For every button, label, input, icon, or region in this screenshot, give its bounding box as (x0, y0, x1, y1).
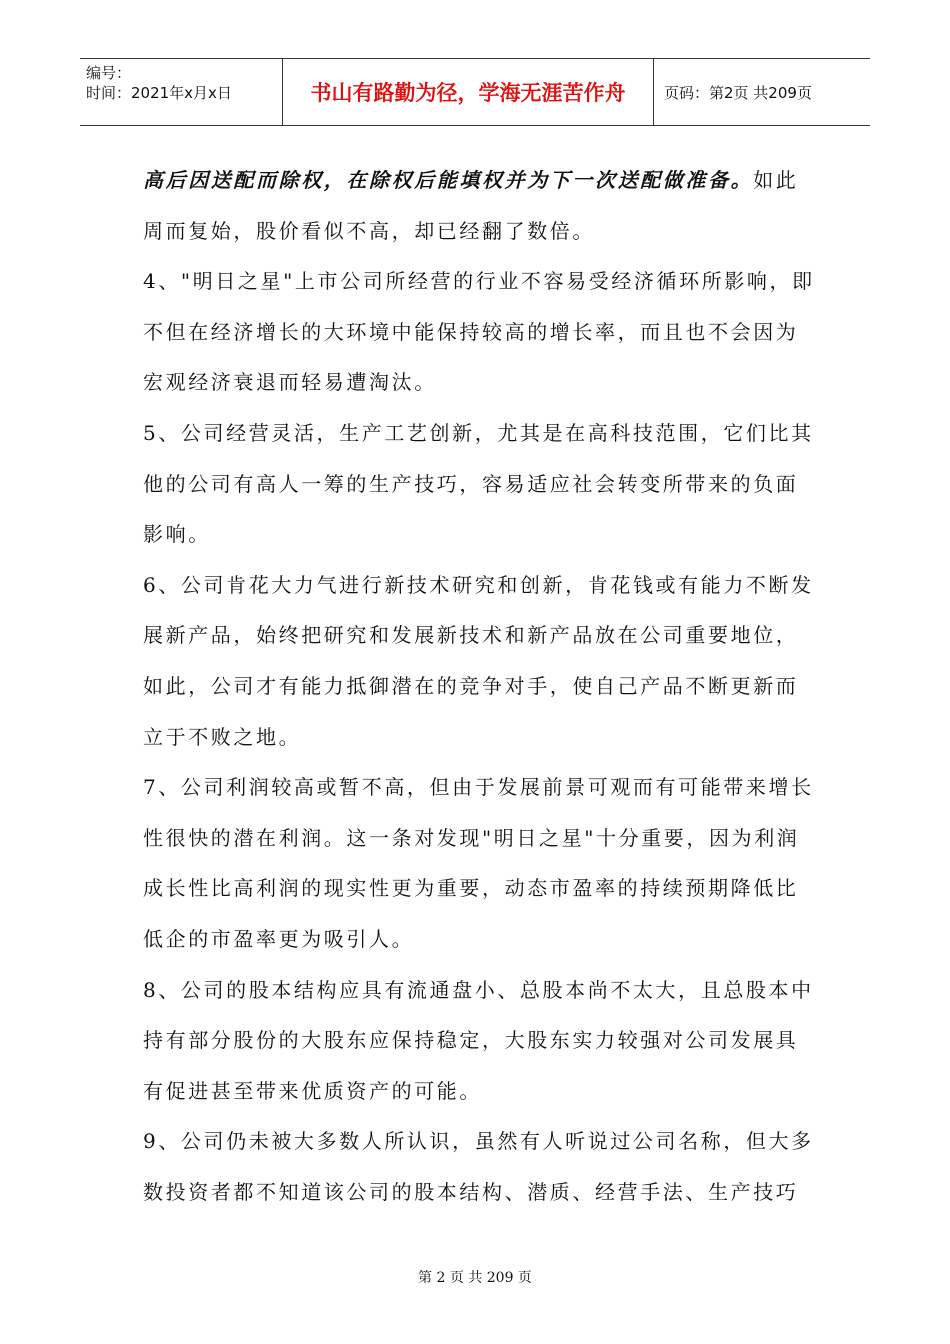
header-page-info: 页码：第2页 共209页 (664, 83, 812, 102)
document-date: 时间：2021年x月x日 (86, 84, 232, 102)
body-line: 数投资者都不知道该公司的股本结构、潜质、经营手法、生产技巧 (143, 1179, 799, 1204)
document-body (143, 155, 813, 1217)
document-number-label: 编号： (86, 64, 132, 82)
body-line: 宏观经济衰退而轻易遭淘汰。 (143, 370, 437, 395)
body-line: 有促进甚至带来优质资产的可能。 (143, 1078, 482, 1103)
body-line: 4、"明日之星"上市公司所经营的行业不容易受经济循环所影响，即 (143, 269, 815, 294)
page-header (80, 58, 870, 126)
body-line: 立于不败之地。 (143, 724, 302, 749)
page-footer: 第 2 页 共 209 页 (418, 1270, 532, 1286)
header-meta (80, 59, 282, 125)
header-motto: 书山有路勤为径，学海无涯苦作舟 (282, 59, 654, 125)
body-line: 他的公司有高人一筹的生产技巧，容易适应社会转变所带来的负面 (143, 471, 799, 496)
body-line: 周而复始，股价看似不高，却已经翻了数倍。 (143, 218, 595, 243)
body-line: 持有部分股份的大股东应保持稳定，大股东实力较强对公司发展具 (143, 1028, 799, 1053)
body-line: 展新产品，始终把研究和发展新技术和新产品放在公司重要地位， (143, 623, 799, 648)
body-line: 影响。 (143, 522, 211, 547)
body-line: 7、公司利润较高或暂不高，但由于发展前景可观而有可能带来增长 (143, 775, 814, 800)
body-line: 低企的市盈率更为吸引人。 (143, 926, 415, 951)
body-line: 6、公司肯花大力气进行新技术研究和创新，肯花钱或有能力不断发 (143, 572, 814, 597)
body-line (143, 155, 813, 206)
body-line: 性很快的潜在利润。这一条对发现"明日之星"十分重要，因为利润 (143, 825, 800, 850)
body-line: 不但在经济增长的大环境中能保持较高的增长率，而且也不会因为 (143, 319, 799, 344)
body-text: 如此 (753, 168, 799, 192)
body-line: 8、公司的股本结构应具有流通盘小、总股本尚不太大，且总股本中 (143, 977, 814, 1002)
body-line: 成长性比高利润的现实性更为重要，动态市盈率的持续预期降低比 (143, 876, 799, 901)
emphasized-text: 高后因送配而除权，在除权后能填权并为下一次送配做准备。 (143, 168, 754, 192)
body-line: 5、公司经营灵活，生产工艺创新，尤其是在高科技范围，它们比其 (143, 420, 814, 445)
body-line: 如此，公司才有能力抵御潜在的竞争对手，使自己产品不断更新而 (143, 673, 799, 698)
body-line: 9、公司仍未被大多数人所认识，虽然有人听说过公司名称，但大多 (143, 1129, 814, 1154)
